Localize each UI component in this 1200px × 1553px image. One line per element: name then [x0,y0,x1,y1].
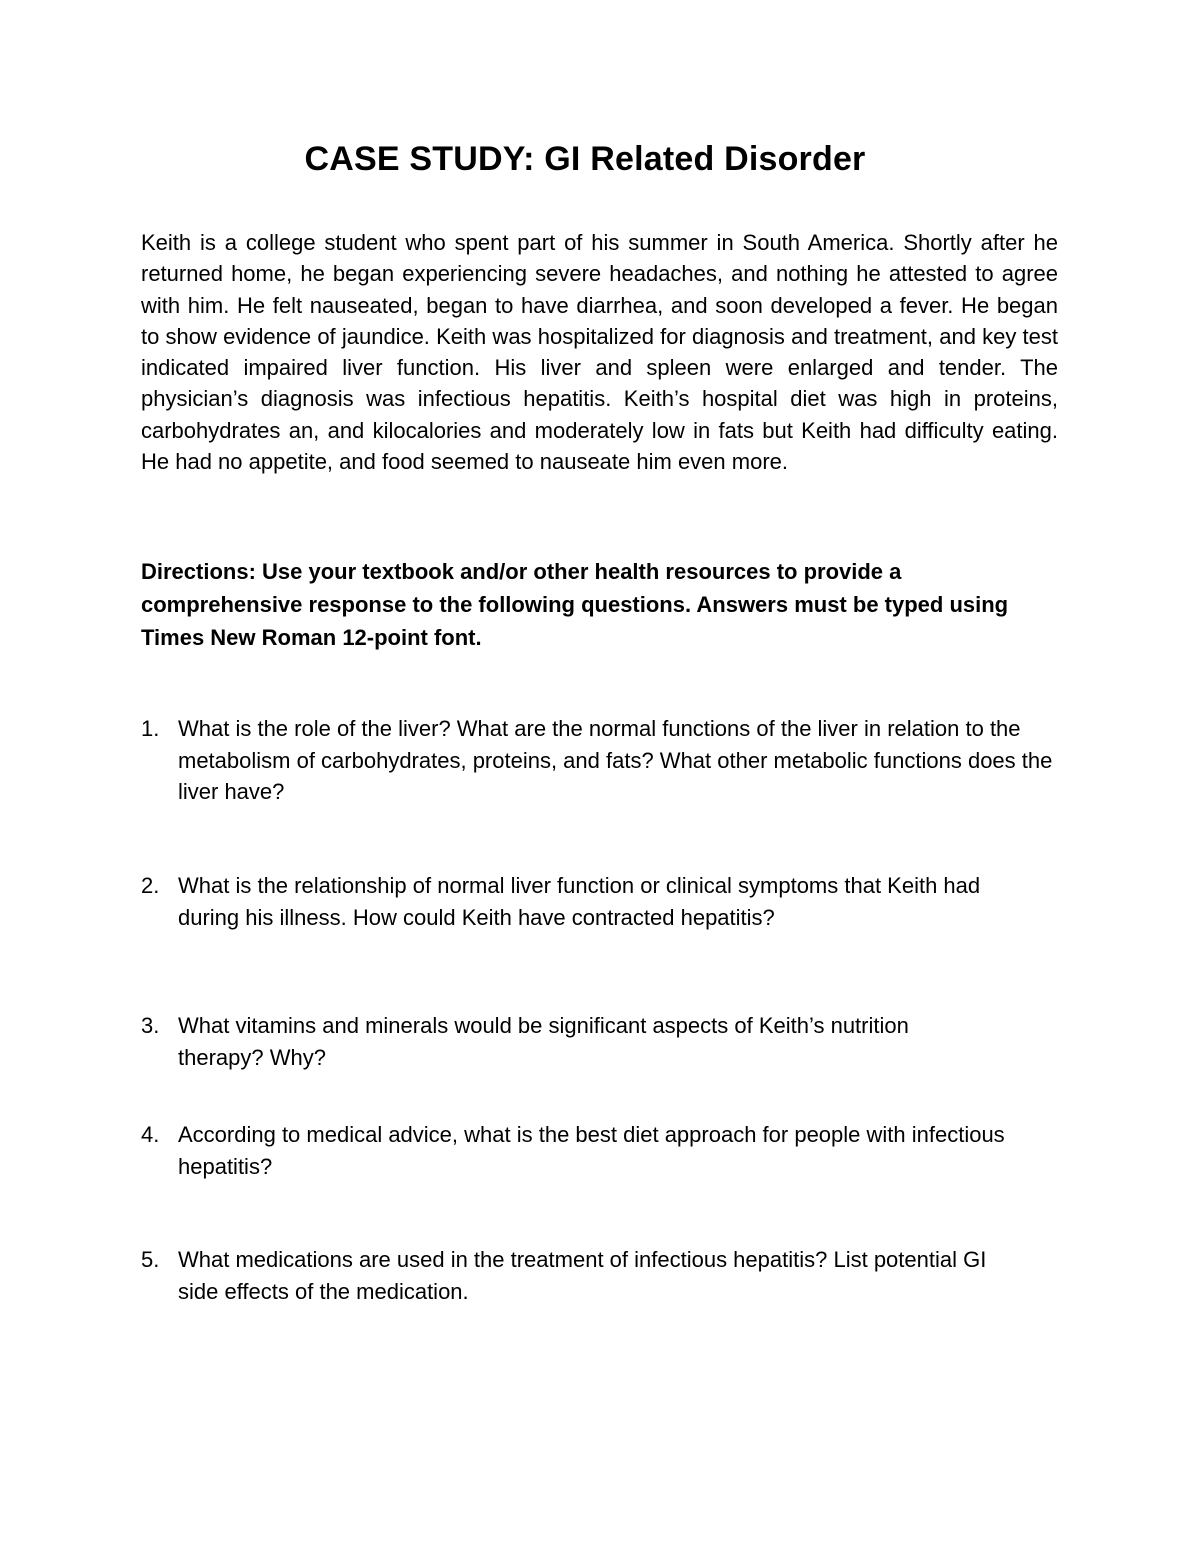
question-text: What is the relationship of normal liver function or clinical symptoms that Keith had during his illness. How could Keith have contracted hepatitis? [178,873,981,930]
question-text: What vitamins and minerals would be significant aspects of Keith’s nutrition therapy? Why? [178,1013,909,1070]
question-item [141,1010,1058,1073]
question-number: 3. [141,1013,160,1038]
directions-text: Directions: Use your textbook and/or other health resources to provide a comprehensive response to the following questions. Answers must be typed using Times New Roman 12-point font. [141,559,1009,650]
question-number: 4. [141,1122,160,1147]
question-text: What medications are used in the treatment of infectious hepatitis? List potential GI side effects of the medication. [178,1247,987,1304]
question-number: 1. [141,716,160,741]
question-number: 5. [141,1247,160,1272]
case-description: Keith is a college student who spent part of his summer in South America. Shortly after he returned home, he began experiencing severe headaches, and nothing he attested to agree with him. He felt nauseated, began to have diarrhea, and soon developed a fever. He began to show evidence of jaundice. Keith was hospitalized for diagnosis and treatment, and key test indicated impaired liver function. His liver and spleen were enlarged and tender. The physician’s diagnosis was infectious hepatitis. Keith’s hospital diet was high in proteins, carbohydrates an, and kilocalories and moderately low in fats but Keith had difficulty eating. He had no appetite, and food seemed to nauseate him even more. [141,230,1058,475]
page-title: CASE STUDY: GI Related Disorder [304,140,866,178]
question-text: According to medical advice, what is the best diet approach for people with infectious hepatitis? [178,1122,1005,1179]
question-item [141,713,1058,808]
question-item [141,1119,1058,1182]
question-item [141,1244,1058,1307]
question-text: What is the role of the liver? What are the normal functions of the liver in relation to the metabolism of carbohydrates, proteins, and fats? What other metabolic functions does the liver have? [178,716,1053,804]
question-item [141,870,1058,933]
question-number: 2. [141,873,160,898]
